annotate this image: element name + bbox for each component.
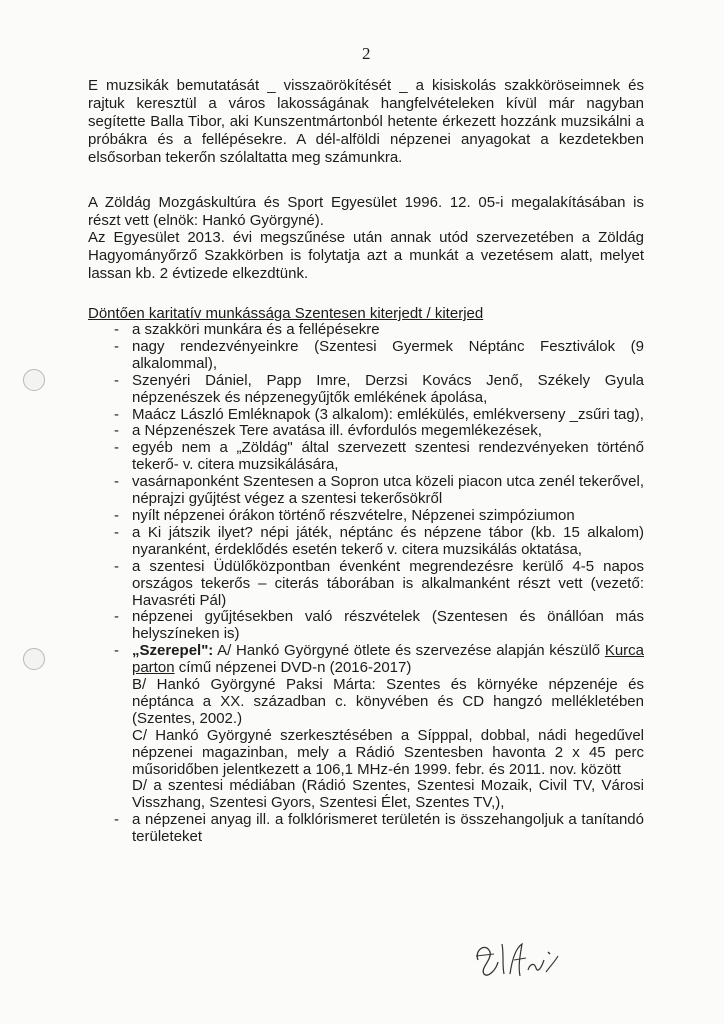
list-heading: Döntően karitatív munkássága Szentesen kiterjedt / kiterjed: [88, 305, 484, 322]
szerepel-a-title: Kurca parton: [132, 642, 644, 677]
paragraph-association: A Zöldág Mozgáskultúra és Sport Egyesület 1996. 12. 05-i megalakításában is részt vett (elnök: Hankó Györgyné).: [88, 194, 644, 229]
list-item-text: nagy rendezvényeinkre (Szentesi Gyermek Néptánc Fesztiválok (9 alkalommal),: [132, 337, 644, 372]
szerepel-d: D/ a szentesi médiában (Rádió Szentes, Szentesi Mozaik, Civil TV, Városi Visszhang, Szentesi Gyors, Szentesi Élet, Szentes TV,),: [132, 777, 644, 812]
list-item: [88, 423, 644, 440]
list-item: [88, 474, 644, 508]
list-dash: -: [114, 608, 119, 626]
list-dash: -: [114, 557, 119, 575]
list-dash: -: [114, 473, 119, 491]
list-item: [88, 559, 644, 610]
list-item: [88, 609, 644, 643]
list-item: [88, 812, 644, 846]
activity-list: [88, 322, 644, 846]
list-dash: -: [114, 506, 119, 524]
list-item-text: Szenyéri Dániel, Papp Imre, Derzsi Kovács Jenő, Székely Gyula népzenészek és népzenegyűjtők emlékének ápolása,: [132, 371, 644, 406]
list-item: [88, 508, 644, 525]
punch-hole-icon: [23, 369, 45, 391]
list-item: [88, 322, 644, 339]
list-dash: -: [114, 523, 119, 541]
punch-hole-icon: [23, 648, 45, 670]
list-item-text: a szakköri munkára és a fellépésekre: [132, 321, 380, 338]
list-item-text: a Ki játszik ilyet? népi játék, néptánc és népzene tábor (kb. 15 alkalom) nyaranként, érdeklődés esetén tekerő v. citera muzsikálás oktatása,: [132, 523, 644, 558]
list-item: [88, 440, 644, 474]
list-item-text: egyéb nem a „Zöldág" által szervezett szentesi rendezvényeken történő tekerő- v. citera muzsikálására,: [132, 439, 644, 474]
list-item-szerepel: [88, 643, 644, 812]
list-item: [88, 407, 644, 424]
paragraph-successor: Az Egyesület 2013. évi megszűnése után annak utód szervezetében a Zöldág Hagyományőrző Szakkörben is folytatja azt a munkát a vezetésem alatt, melyet lassan kb. 2 évtizede elkezdtünk.: [88, 229, 644, 282]
list-item-text: a Népzenészek Tere avatása ill. évfordulós megemlékezések,: [132, 422, 542, 440]
list-item: [88, 525, 644, 559]
list-item-text: nyílt népzenei órákon történő részvételre, Népzenei szimpóziumon: [132, 506, 575, 524]
szerepel-a-suffix: című népzenei DVD-n (2016-2017): [174, 659, 412, 677]
list-item-text: a népzenei anyag ill. a folklórismeret területén is összehangoljuk a tanítandó területeket: [132, 811, 644, 846]
paragraph-intro: E muzsikák bemutatását _ visszaörökítését _ a kisiskolás szakköröseimnek és rajtuk keresztül a város lakosságának hangfelvételeken kívül már nagyban segítette Balla Tibor, aki Kunszentmártonból hetente érkezett hozzánk muzsikálni a próbákra és a fellépésekre. A dél-alföldi népzenei anyagokat a kezdetekben elsősorban tekerőn szólaltatta meg számunkra.: [88, 77, 644, 166]
szerepel-c: C/ Hankó Györgyné szerkesztésében a Sípppal, dobbal, nádi hegedűvel népzenei magazinban, mely a Rádió Szentesben havonta 2 x 45 perc műsoridőben jelentkezett a 106,1 MHz-én 1999. febr. és 2011. nov. között: [132, 726, 644, 778]
list-dash: -: [114, 422, 119, 440]
szerepel-label: „Szerepel":: [132, 642, 214, 660]
list-item-text: Maácz László Emléknapok (3 alkalom): emlékülés, emlékverseny _zsűri tag),: [132, 405, 644, 423]
list-dash: -: [114, 811, 119, 829]
szerepel-b: B/ Hankó Györgyné Paksi Márta: Szentes és környéke népzenéje és néptánca a XX. században c. könyvében és CD hangzó mellékletében (Szentes, 2002.): [132, 676, 644, 727]
list-item: [88, 373, 644, 407]
list-dash: -: [114, 321, 119, 338]
list-dash: -: [114, 405, 119, 423]
page-number: 2: [362, 44, 371, 63]
list-item-text: a szentesi Üdülőközpontban évenként megrendezésre kerülő 4-5 napos országos tekerős – citerás táborában is alkalmanként részt vett (vezető: Havasréti Pál): [132, 557, 644, 609]
list-item: [88, 339, 644, 373]
list-item-text: népzenei gyűjtésekben való részvételek (Szentesen és önállóan más helyszíneken is): [132, 608, 644, 643]
handwritten-signature: [468, 930, 564, 984]
szerepel-a-prefix: A/ Hankó Györgyné ötlete és szervezése alapján készülő: [213, 642, 605, 660]
list-item-text: vasárnaponként Szentesen a Sopron utca közeli piacon utca zenél tekerővel, néprajzi gyűjtést végez a szentesi tekerősökről: [132, 473, 644, 508]
list-dash: -: [114, 371, 119, 389]
list-dash: -: [114, 642, 119, 660]
list-dash: -: [114, 337, 119, 355]
list-dash: -: [114, 439, 119, 457]
